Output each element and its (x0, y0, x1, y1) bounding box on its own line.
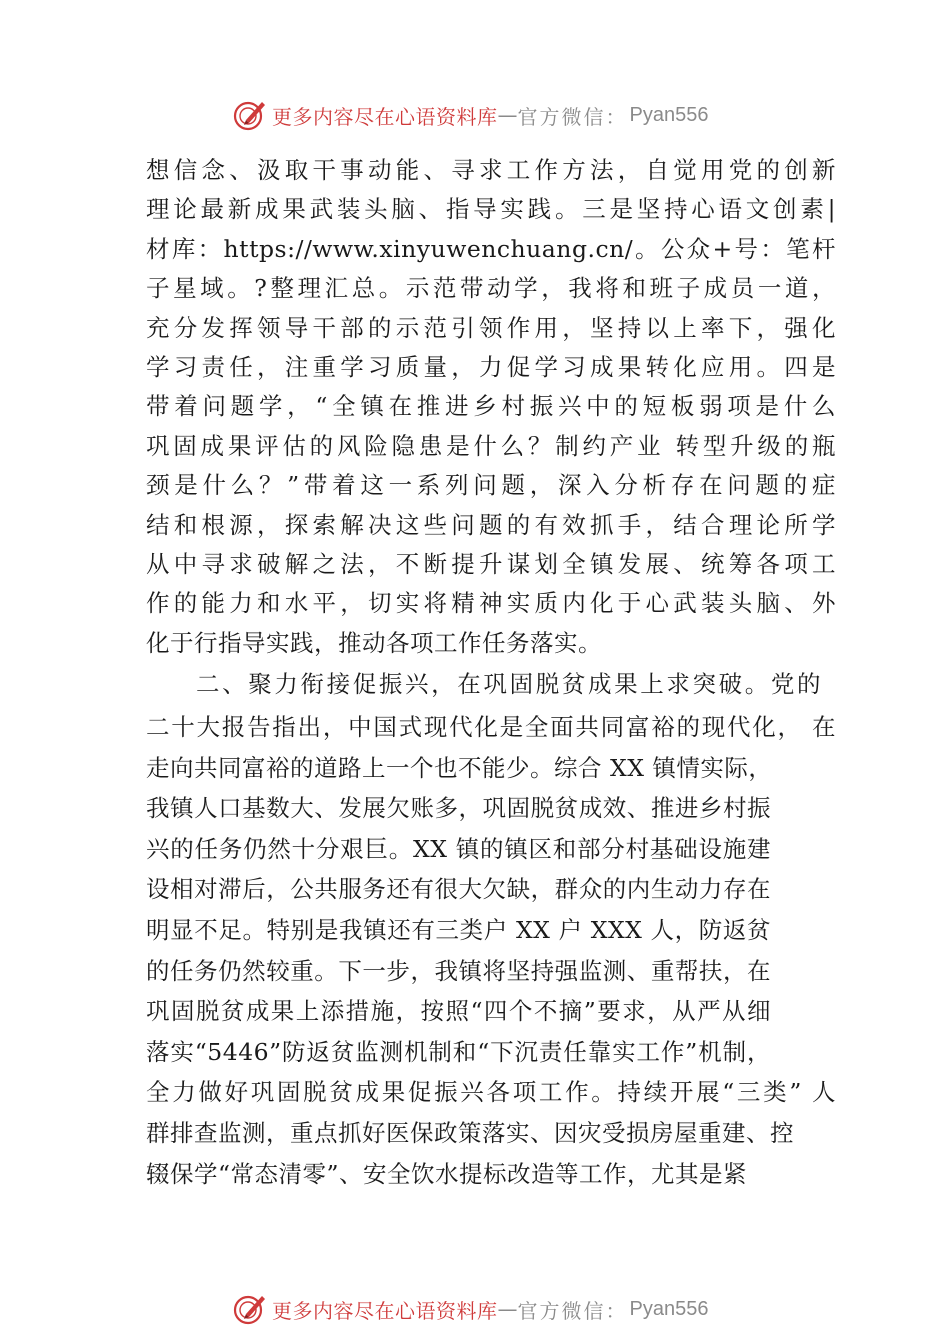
body-line: 的任务仍然较重。下一步，我镇将坚持强监测、重帮扶，在 (146, 956, 771, 985)
body-line: 明显不足。特别是我镇还有三类户 XX 户 XXX 人，防返贫 (146, 916, 771, 944)
header-banner (232, 98, 708, 132)
body-line: 巩固成果评估的风险隐患是什么？制约产业 转型升级的瓶 (146, 431, 836, 460)
body-line: 结和根源，探索解决这些问题的有效抓手，结合理论所学 (146, 510, 836, 539)
section-heading-line: 二、聚力衔接促振兴，在巩固脱贫成果上求突破。党的 (196, 670, 821, 698)
body-line: 辍保学“常态清零”、安全饮水提标改造等工作，尤其是紧 (146, 1159, 748, 1188)
body-line: 从中寻求破解之法，不断提升谋划全镇发展、统筹各项工 (146, 550, 836, 578)
body-line: 设相对滞后，公共服务还有很大欠缺，群众的内生动力存在 (146, 875, 771, 904)
body-line: 兴的任务仍然十分艰巨。XX 镇的镇区和部分村基础设施建 (146, 834, 771, 863)
pen-seal-icon (232, 98, 268, 132)
body-line: 理论最新成果武装头脑、指导实践。三是坚持心语文创素| (146, 195, 836, 224)
header-wechat-label: 官方微信 (517, 104, 606, 129)
body-line: 巩固脱贫成果上添措施，按照“四个不摘”要求，从严从细 (146, 997, 771, 1026)
body-line: 材库：https://www.xinyuwenchuang.cn/。公众+号：笔杆 (146, 234, 836, 263)
pen-seal-icon (232, 1292, 268, 1326)
body-line: 二十大报告指出，中国式现代化是全面共同富裕的现代化， 在 (146, 713, 836, 741)
footer-banner (232, 1292, 708, 1326)
footer-wechat-id: Pyan556 (629, 1297, 709, 1320)
body-line: 子星域。?整理汇总。示范带动学，我将和班子成员一道， (146, 274, 836, 303)
footer-wechat-label: 官方微信 (517, 1298, 606, 1323)
body-line: 走向共同富裕的道路上一个也不能少。综合 XX 镇情实际， (146, 753, 773, 782)
header-separator: — (497, 103, 518, 127)
body-line: 作的能力和水平，切实将精神实质内化于心武装头脑、外 (146, 589, 836, 618)
body-line: 充分发挥领导干部的示范引领作用，坚持以上率下，强化 (146, 313, 836, 342)
body-line: 带着问题学，“全镇在推进乡村振兴中的短板弱项是什么 (146, 392, 836, 421)
header-colon: ： (605, 104, 626, 129)
body-line: 全力做好巩固脱贫成果促振兴各项工作。持续开展“三类” 人 (146, 1078, 836, 1107)
header-slogan: 更多内容尽在心语资料库 (272, 104, 498, 129)
footer-separator: — (497, 1297, 518, 1321)
body-line: 学习责任，注重学习质量，力促学习成果转化应用。四是 (146, 353, 836, 381)
footer-slogan: 更多内容尽在心语资料库 (272, 1298, 498, 1323)
body-line: 想信念、汲取干事动能、寻求工作方法，自觉用党的创新 (146, 156, 836, 184)
body-line: 化于行指导实践，推动各项工作任务落实。 (146, 628, 602, 657)
body-line: 颈是什么？”带着这一系列问题，深入分析存在问题的症 (146, 471, 836, 500)
body-line: 我镇人口基数大、发展欠账多，巩固脱贫成效、推进乡村振 (146, 794, 771, 823)
header-wechat-id: Pyan556 (629, 103, 709, 126)
body-line: 群排查监测，重点抓好医保政策落实、因灾受损房屋重建、控 (146, 1119, 794, 1147)
body-line: 落实“5446”防返贫监测机制和“下沉责任靠实工作”机制， (146, 1037, 771, 1066)
footer-colon: ： (605, 1298, 626, 1323)
